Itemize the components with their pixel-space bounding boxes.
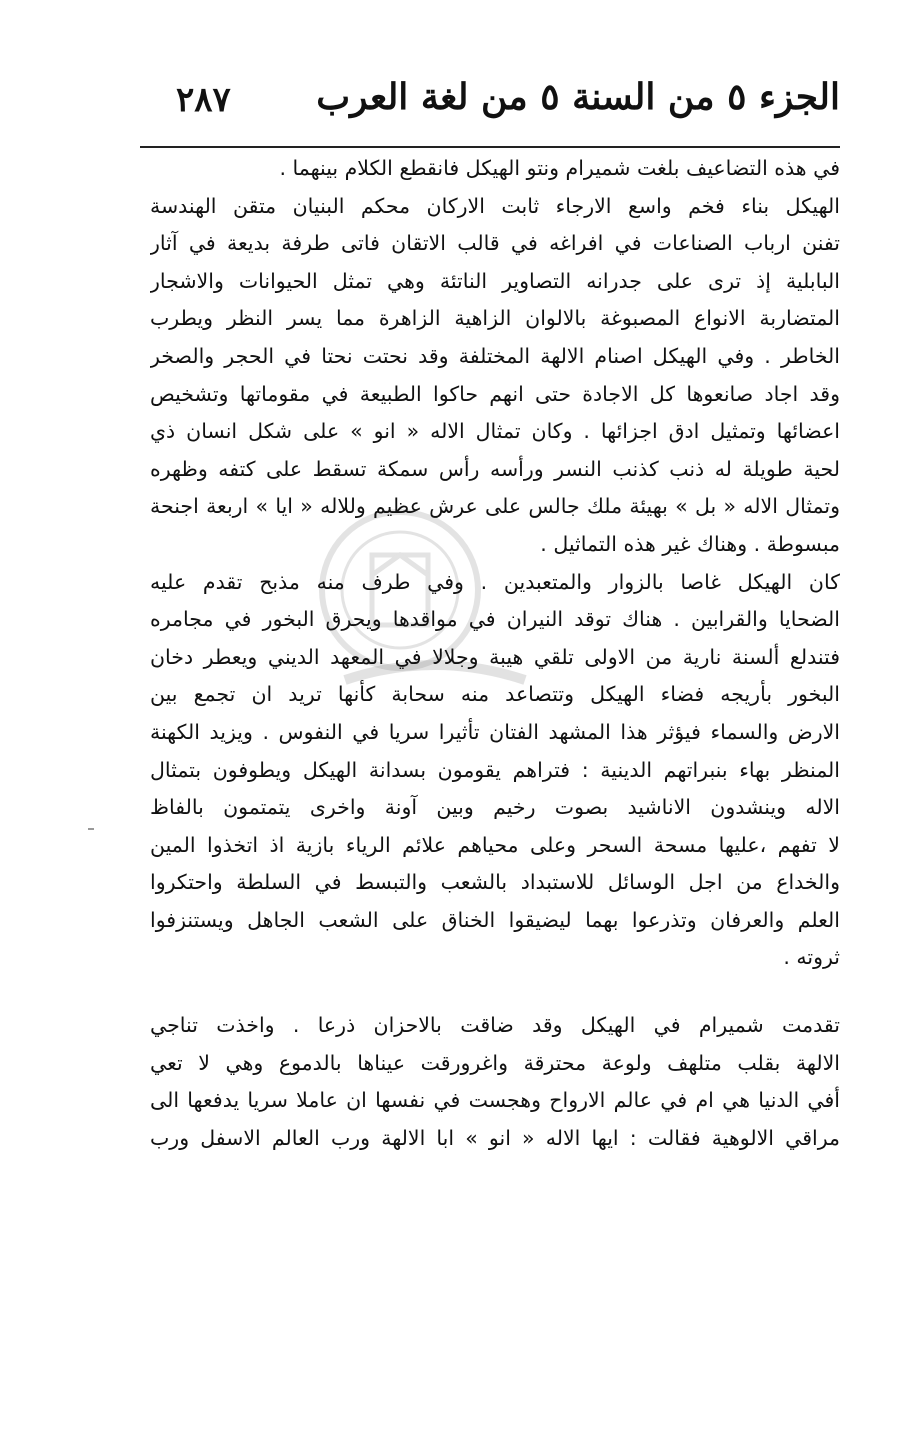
text-line: مبسوطة . وهناك غير هذه التماثيل . — [540, 531, 840, 556]
text-line: تفنن ارباب الصناعات في افراغه في قالب الاتقان فاتى طرفة بديعة في آثار — [150, 231, 840, 256]
text-line: والخداع من اجل الوسائل للاستبداد بالشعب والتبسط في السلطة واحتكروا — [150, 870, 840, 895]
text-line: البابلية إذ ترى على جدرانه التصاوير الناتئة وهي تمثل الحيوانات والاشجار — [150, 268, 840, 293]
paragraph-4 — [150, 1007, 840, 1157]
text-line: كان الهيكل غاصا بالزوار والمتعبدين . وفي طرف منه مذبح تقدم عليه — [150, 569, 840, 594]
paragraph-3 — [150, 564, 840, 978]
header-rule — [140, 146, 840, 148]
text-line: وقد اجاد صانعوها كل الاجادة حتى انهم حاكوا الطبيعة في مقوماتها وتشخيص — [150, 381, 840, 406]
page-number: ٢٨٧ — [176, 80, 231, 120]
body-text — [150, 150, 840, 1157]
paragraph-2 — [150, 188, 840, 564]
text-line: الضحايا والقرابين . هناك توقد النيران في مواقدها ويحرق البخور في مجامره — [150, 607, 840, 632]
paragraph-1 — [150, 150, 840, 188]
text-line: مراقي الالوهية فقالت : ايها الاله « انو » ابا الالهة ورب العالم الاسفل ورب — [150, 1125, 840, 1150]
text-line: لا تفهم ،عليها مسحة السحر وعلى محياهم علائم الرياء بازية اذ اتخذوا المين — [150, 832, 840, 857]
text-line: العلم والعرفان وتذرعوا بهما ليضيقوا الخناق على الشعب الجاهل ويستنزفوا — [150, 907, 840, 932]
text-line: الهيكل بناء فخم واسع الارجاء ثابت الاركان محكم البنيان متقن الهندسة — [150, 193, 840, 218]
text-line: أفي الدنيا هي ام في عالم الارواح وهجست في نفسها ان عاملا سريا يدفعها الى — [150, 1088, 840, 1113]
text-line: تقدمت شميرام في الهيكل وقد ضاقت بالاحزان ذرعا . واخذت تناجي — [150, 1013, 840, 1038]
running-title: الجزء ٥ من السنة ٥ من لغة العرب — [316, 76, 840, 118]
text-line: الخاطر . وفي الهيكل اصنام الالهة المختلفة وقد نحتت نحتا في الحجر والصخر — [150, 343, 840, 368]
text-line: لحية طويلة له ذنب كذنب النسر ورأسه رأس سمكة تسقط على كتفه وظهره — [150, 456, 840, 481]
text-line: البخور بأريجه فضاء الهيكل وتتصاعد منه سحابة كأنها تريد ان تجمع بين — [150, 682, 840, 707]
text-line: اعضائها وتمثيل ادق اجزائها . وكان تمثال الاله « انو » على شكل انسان ذي — [150, 419, 840, 444]
text-line: ثروته . — [783, 945, 840, 970]
text-line: فتندلع ألسنة نارية من الاولى تلقي هيبة وجلالا في المعهد الديني ويعطر دخان — [150, 644, 840, 669]
margin-mark — [88, 828, 94, 830]
text-line: الالهة بقلب متلهف ولوعة محترقة واغرورقت عيناها بالدموع وهي لا تعي — [150, 1050, 840, 1075]
text-line: الاله وينشدون الاناشيد بصوت رخيم وبين آونة واخرى يتمتمون بالفاظ — [150, 795, 840, 820]
text-line: المتضاربة الانواع المصبوغة بالالوان الزاهية الزاهرة مما يسر النظر ويطرب — [150, 306, 840, 331]
text-line: في هذه التضاعيف بلغت شميرام ونتو الهيكل فانقطع الكلام بينهما . — [279, 156, 840, 180]
running-header — [140, 70, 840, 140]
text-line: المنظر بهاء بنبراتهم الدينية : فتراهم يقومون بسدانة الهيكل ويطوفون بتمثال — [150, 757, 840, 782]
text-line: وتمثال الاله « بل » بهيئة ملك جالس على عرش عظيم وللاله « ايا » اربعة اجنحة — [150, 494, 840, 519]
text-line: الارض والسماء فيؤثر هذا المشهد الفتان تأثيرا سريا في النفوس . ويزيد الكهنة — [150, 719, 840, 744]
paragraph-spacer — [150, 977, 840, 1007]
